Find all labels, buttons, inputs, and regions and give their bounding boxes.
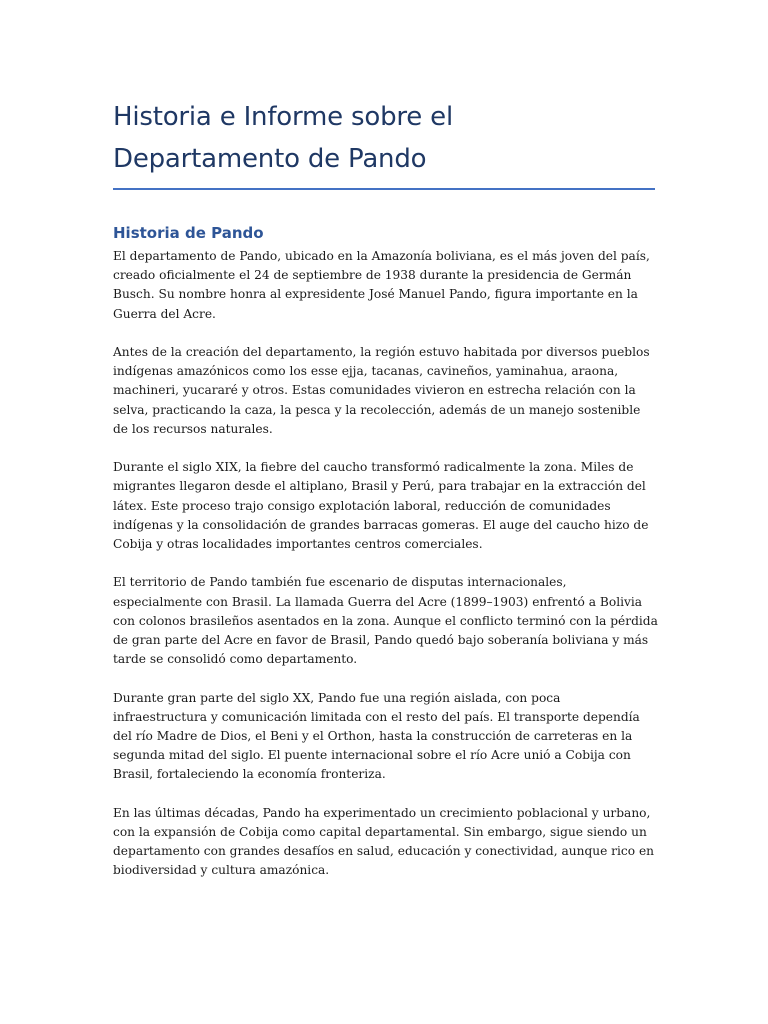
- document-body: [113, 96, 658, 900]
- title-line-1: Historia e Informe sobre el: [113, 102, 453, 132]
- paragraph-4: El territorio de Pando también fue escenario de disputas internacionales, especialmente con Brasil. La llamada Guerra del Acre (1899–1903) enfrentó a Bolivia con colonos brasileños asentados en la zona. Aunque el conflicto terminó con la pérdida de gran parte del Acre en favor de Brasil, Pando quedó bajo soberanía boliviana y más tarde se consolidó como departamento.: [113, 575, 658, 667]
- paragraph-3: Durante el siglo XIX, la fiebre del caucho transformó radicalmente la zona. Miles de migrantes llegaron desde el altiplano, Brasil y Perú, para trabajar en la extracción del látex. Este proceso trajo consigo explotación laboral, reducción de comunidades indígenas y la consolidación de grandes barracas gomeras. El auge del caucho hizo de Cobija y otras localidades importantes centros comerciales.: [113, 460, 649, 552]
- paragraph-2: Antes de la creación del departamento, la región estuvo habitada por diversos pueblos indígenas amazónicos como los esse ejja, tacanas, cavineños, yaminahua, araona, machineri, yucararé y otros. Estas comunidades vivieron en estrecha relación con la selva, practicando la caza, la pesca y la recolección, además de un manejo sostenible de los recursos naturales.: [113, 345, 650, 436]
- section-heading: Historia de Pando: [113, 224, 264, 242]
- title-line-2: Departamento de Pando: [113, 144, 427, 174]
- title-underline-rule: [113, 188, 655, 190]
- paragraph-6: En las últimas décadas, Pando ha experimentado un crecimiento poblacional y urbano, con la expansión de Cobija como capital departamental. Sin embargo, sigue siendo un departamento con grandes desafíos en salud, educación y conectividad, aunque rico en biodiversidad y cultura amazónica.: [113, 805, 655, 878]
- document-title: [113, 96, 658, 180]
- paragraph-1: El departamento de Pando, ubicado en la Amazonía boliviana, es el más joven del país, creado oficialmente el 24 de septiembre de 1938 durante la presidencia de Germán Busch. Su nombre honra al expresidente José Manuel Pando, figura importante en la Guerra del Acre.: [113, 249, 650, 321]
- paragraph-5: Durante gran parte del siglo XX, Pando fue una región aislada, con poca infraestructura y comunicación limitada con el resto del país. El transporte dependía del río Madre de Dios, el Beni y el Orthon, hasta la construcción de carreteras en la segunda mitad del siglo. El puente internacional sobre el río Acre unió a Cobija con Brasil, fortaleciendo la economía fronteriza.: [113, 690, 640, 782]
